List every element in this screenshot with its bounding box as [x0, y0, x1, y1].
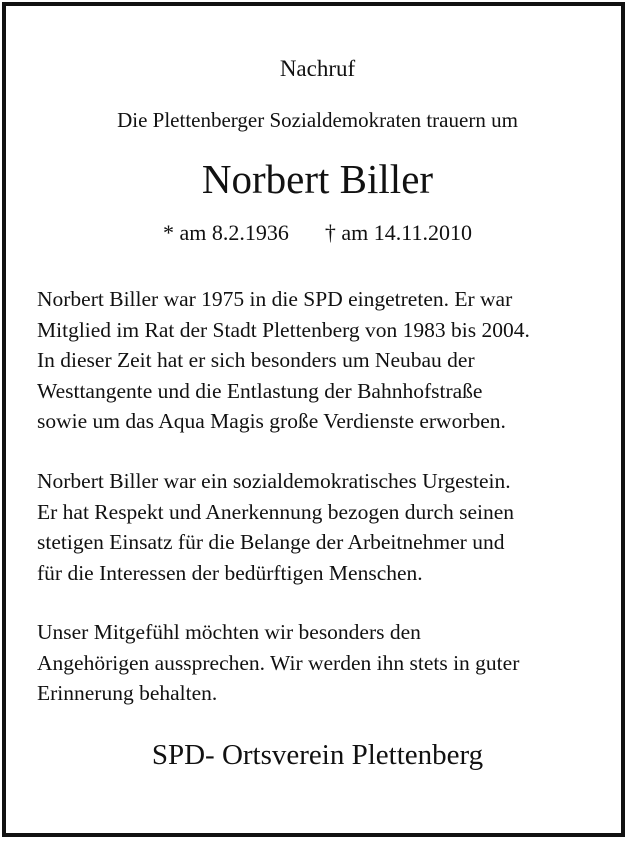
paragraph-membership: [37, 284, 597, 437]
paragraph-line: für die Interessen der bedürftigen Menschen.: [37, 560, 423, 585]
paragraph-condolence: [37, 617, 597, 709]
paragraph-tribute: [37, 466, 597, 588]
birth-date: * am 8.2.1936: [163, 220, 289, 245]
notice-subheading: Die Plettenberger Sozialdemokraten trauern um: [117, 108, 518, 132]
paragraph-line: Norbert Biller war 1975 in die SPD eingetreten. Er war: [37, 287, 513, 311]
paragraph-line: Mitglied im Rat der Stadt Plettenberg von 1983 bis 2004.: [37, 317, 530, 342]
signature-organization: SPD- Ortsverein Plettenberg: [151, 739, 484, 771]
paragraph-line: Er hat Respekt und Anerkennung bezogen durch seinen: [37, 499, 515, 524]
paragraph-line: Westtangente und die Entlastung der Bahnhofstraße: [37, 378, 483, 403]
paragraph-line: sowie um das Aqua Magis große Verdienste erworben.: [37, 409, 506, 433]
notice-heading: Nachruf: [279, 56, 356, 81]
paragraph-line: In dieser Zeit hat er sich besonders um Neubau der: [37, 348, 475, 372]
paragraph-line: stetigen Einsatz für die Belange der Arbeitnehmer und: [37, 530, 505, 554]
life-dates: [0, 220, 635, 246]
paragraph-line: Unser Mitgefühl möchten wir besonders den: [37, 620, 421, 644]
paragraph-line: Erinnerung behalten.: [37, 681, 218, 705]
paragraph-line: Angehörigen aussprechen. Wir werden ihn stets in guter: [37, 650, 520, 675]
death-date: † am 14.11.2010: [324, 220, 472, 245]
deceased-name: Norbert Biller: [201, 156, 434, 202]
paragraph-line: Norbert Biller war ein sozialdemokratisches Urgestein.: [37, 469, 511, 493]
